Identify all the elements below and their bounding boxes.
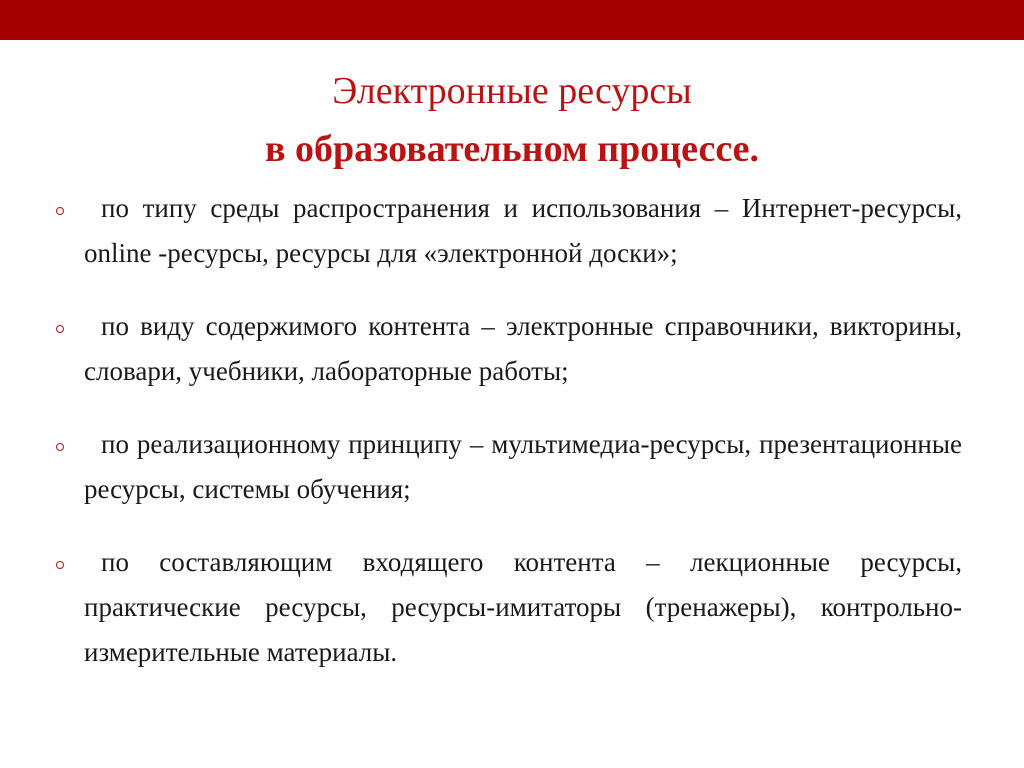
- bullet-text: по составляющим входящего контента – лекционные ресурсы, практические ресурсы, ресурсы-имитаторы (тренажеры), контрольно-измерительные материалы.: [84, 547, 962, 667]
- circle-bullet-icon: [56, 443, 64, 451]
- bullet-list: [0, 186, 1024, 703]
- bullet-item-content-type: [0, 304, 1024, 394]
- slide-title-line-2: в образовательном процессе.: [264, 128, 760, 170]
- bullet-text: по типу среды распространения и использования – Интернет-ресурсы, online -ресурсы, ресурсы для «электронной доски»;: [84, 193, 962, 268]
- circle-bullet-icon: [56, 561, 64, 569]
- bullet-text: по виду содержимого контента – электронные справочники, викторины, словари, учебники, лабораторные работы;: [84, 311, 962, 386]
- circle-bullet-icon: [56, 207, 64, 215]
- bullet-item-implementation: [0, 422, 1024, 512]
- slide-title-line-1: Электронные ресурсы: [332, 70, 692, 112]
- bullet-text: по реализационному принципу – мультимедиа-ресурсы, презентационные ресурсы, системы обучения;: [84, 429, 962, 504]
- circle-bullet-icon: [56, 325, 64, 333]
- top-accent-bar: [0, 0, 1024, 40]
- bullet-item-input-content: [0, 540, 1024, 675]
- slide-title: [0, 62, 1024, 178]
- bullet-item-environment: [0, 186, 1024, 276]
